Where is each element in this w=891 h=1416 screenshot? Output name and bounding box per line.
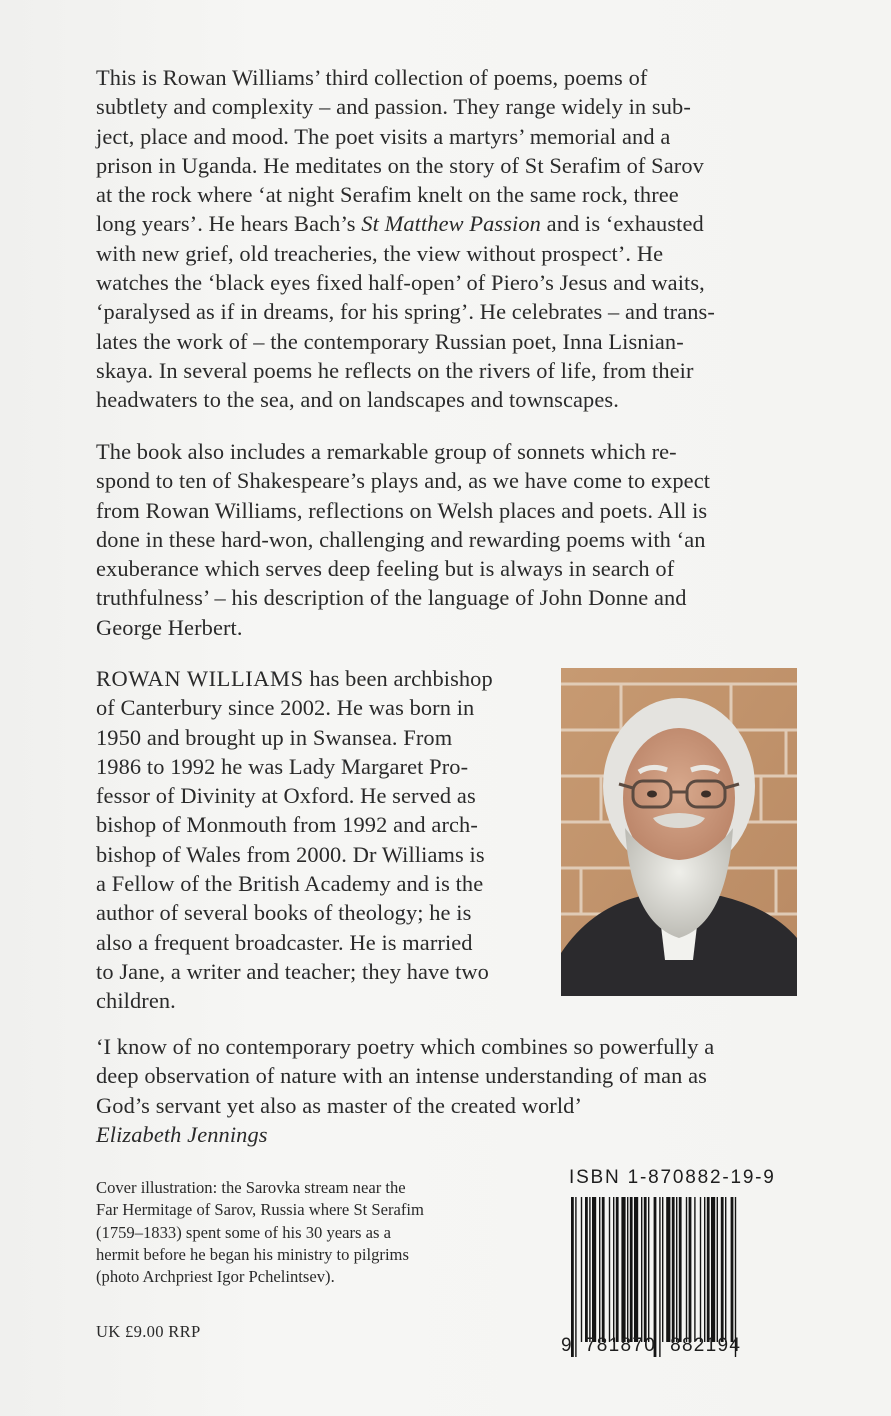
barcode-digits (561, 1335, 741, 1357)
barcode-bar (585, 1197, 588, 1342)
description-paragraph (96, 63, 796, 415)
barcode-bar (731, 1197, 734, 1342)
barcode-bar (654, 1197, 657, 1357)
text-line: headwaters to the sea, and on landscapes and townscapes. (96, 387, 619, 413)
text-line: hermit before he began his ministry to pilgrims (96, 1244, 409, 1264)
text-line: watches the ‘black eyes fixed half-open’ of Piero’s Jesus and waits, (96, 270, 705, 296)
text-line: author of several books of theology; he is (96, 900, 472, 926)
text-line: children. (96, 988, 176, 1014)
barcode-bar (644, 1197, 647, 1342)
text-line (96, 664, 556, 693)
text-line: of Canterbury since 2002. He was born in (96, 695, 475, 721)
barcode-bar (602, 1197, 605, 1342)
text-line: from Rowan Williams, reflections on Welsh places and poets. All is (96, 497, 708, 523)
barcode-bar (627, 1197, 628, 1342)
text-line: also a frequent broadcaster. He is married (96, 929, 473, 955)
author-bio (96, 664, 556, 1016)
text-fragment: has been archbishop (303, 666, 493, 691)
text-line: God’s servant yet also as master of the created world’ (96, 1092, 583, 1118)
text-line: fessor of Divinity at Oxford. He served as (96, 783, 476, 809)
text-line: lates the work of – the contemporary Russian poet, Inna Lisnian- (96, 328, 684, 354)
text-line: ‘I know of no contemporary poetry which combines so powerfully a (96, 1034, 715, 1059)
barcode-bar (694, 1197, 695, 1342)
text-line: This is Rowan Williams’ third collection of poems, poems of (96, 65, 648, 90)
text-line: to Jane, a writer and teacher; they have two (96, 958, 489, 984)
text-line: George Herbert. (96, 614, 243, 640)
barcode-bar (599, 1197, 600, 1342)
barcode-bar (581, 1197, 582, 1342)
text-line: (photo Archpriest Igor Pchelintsev). (96, 1267, 335, 1287)
barcode-bar (679, 1197, 682, 1342)
text-line: with new grief, old treacheries, the view without prospect’. He (96, 240, 664, 266)
barcode-bar (659, 1197, 660, 1357)
work-title: St Matthew Passion (361, 211, 541, 237)
barcode-bar (630, 1197, 633, 1342)
barcode-bar (589, 1197, 590, 1342)
text-line: truthfulness’ – his description of the language of John Donne and (96, 585, 687, 611)
sonnets-paragraph (96, 437, 796, 642)
barcode-bar (735, 1197, 736, 1357)
text-line: Far Hermitage of Sarov, Russia where St Serafim (96, 1200, 424, 1220)
text-line: at the rock where ‘at night Serafim knelt on the same rock, three (96, 182, 679, 208)
barcode-bar (700, 1197, 701, 1342)
text-line: deep observation of nature with an intense understanding of man as (96, 1063, 707, 1089)
text-line: The book also includes a remarkable group of sonnets which re- (96, 439, 677, 464)
text-line: bishop of Monmouth from 1992 and arch- (96, 812, 478, 838)
text-line: ject, place and mood. The poet visits a martyrs’ memorial and a (96, 123, 671, 149)
text-line: spond to ten of Shakespeare’s plays and, as we have come to expect (96, 468, 711, 494)
text-line: (1759–1833) spent some of his 30 years as a (96, 1222, 391, 1242)
barcode-first-digit: 9 (561, 1335, 573, 1356)
barcode-bar (592, 1197, 596, 1342)
barcode-bar (662, 1197, 663, 1342)
barcode-bar (707, 1197, 710, 1342)
barcode-group-left: 781870 (584, 1335, 657, 1356)
barcode-bar (613, 1197, 614, 1342)
barcode-bar (711, 1197, 715, 1342)
barcode-bar (721, 1197, 724, 1342)
review-quote (96, 1032, 816, 1149)
quote-attribution: Elizabeth Jennings (96, 1121, 268, 1147)
barcode-bar (717, 1197, 718, 1342)
barcode-bar (725, 1197, 726, 1342)
barcode-bar (676, 1197, 677, 1342)
barcode-bar (621, 1197, 625, 1342)
barcode-bar (666, 1197, 670, 1342)
barcode-bar (689, 1197, 692, 1342)
text-line: skaya. In several poems he reflects on the rivers of life, from their (96, 357, 694, 383)
barcode-bar (704, 1197, 705, 1342)
text-line (96, 209, 796, 238)
text-fragment: and is ‘exhausted (540, 211, 704, 237)
text-line: Cover illustration: the Sarovka stream near the (96, 1178, 406, 1197)
barcode-bar (641, 1197, 642, 1342)
cover-illustration-note (96, 1177, 516, 1288)
author-photo (561, 668, 797, 996)
barcode-bar (672, 1197, 675, 1342)
text-line: a Fellow of the British Academy and is the (96, 871, 484, 897)
isbn-label: ISBN 1-870882-19-9 (569, 1167, 776, 1188)
text-line: 1950 and brought up in Swansea. From (96, 724, 453, 750)
price-label: UK £9.00 RRP (96, 1322, 201, 1341)
barcode-bar (616, 1197, 619, 1342)
text-line: subtlety and complexity – and passion. They range widely in sub- (96, 94, 691, 120)
text-line: prison in Uganda. He meditates on the story of St Serafim of Sarov (96, 152, 704, 178)
text-line: bishop of Wales from 2000. Dr Williams is (96, 841, 485, 867)
barcode-bar (686, 1197, 687, 1342)
barcode-bar (575, 1197, 576, 1357)
text-line: done in these hard-won, challenging and rewarding poems with ‘an (96, 526, 706, 552)
text-line: ‘paralysed as if in dreams, for his spring’. He celebrates – and trans- (96, 299, 715, 325)
text-line: 1986 to 1992 he was Lady Margaret Pro- (96, 753, 469, 779)
barcode-bar (571, 1197, 574, 1357)
barcode-bar (648, 1197, 649, 1342)
text-fragment: long years’. He hears Bach’s (96, 211, 362, 237)
barcode-bar (634, 1197, 638, 1342)
text-line: exuberance which serves deep feeling but is always in search of (96, 556, 675, 582)
barcode-bar (609, 1197, 610, 1342)
isbn-barcode (561, 1165, 797, 1375)
barcode-group-right: 882194 (670, 1335, 742, 1356)
author-name: ROWAN WILLIAMS (96, 666, 304, 691)
